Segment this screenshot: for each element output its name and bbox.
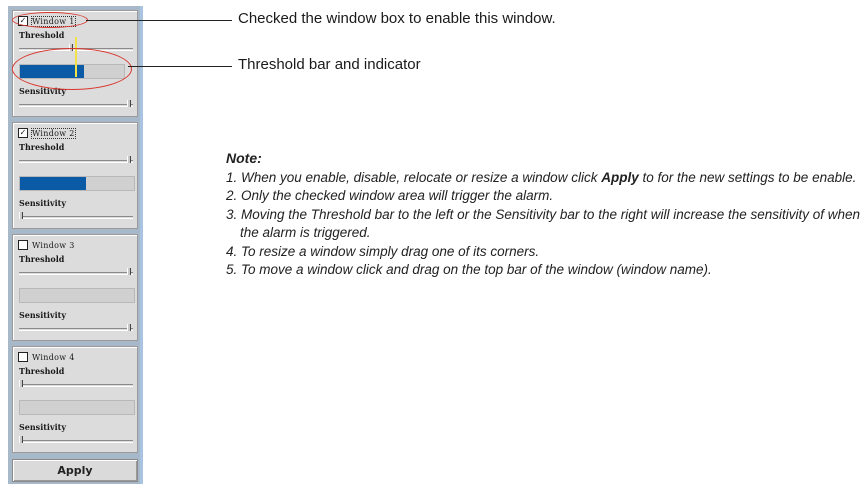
threshold-slider-thumb[interactable]: [127, 268, 131, 275]
threshold-meter: [19, 288, 135, 303]
sensitivity-slider-thumb[interactable]: [19, 436, 23, 443]
threshold-label: Threshold: [19, 142, 65, 152]
window-2-checkbox[interactable]: ✓: [19, 128, 27, 137]
threshold-label: Threshold: [19, 30, 65, 40]
checkbox-callout-line: [86, 20, 232, 21]
window-2-group: [12, 122, 138, 229]
threshold-label: Threshold: [19, 254, 65, 264]
sensitivity-slider[interactable]: [19, 440, 133, 443]
window-4-group: [12, 346, 138, 453]
window-2-header[interactable]: [18, 127, 75, 139]
note-item-1-bold: Apply: [601, 169, 639, 185]
window-1-name[interactable]: Window 1: [32, 16, 75, 26]
threshold-slider[interactable]: [19, 384, 133, 387]
threshold-meter: [19, 176, 135, 191]
sensitivity-slider-thumb[interactable]: [127, 324, 131, 331]
note-title: Note:: [226, 150, 262, 166]
sensitivity-slider-thumb[interactable]: [127, 100, 131, 107]
threshold-callout-text: Threshold bar and indicator: [238, 56, 421, 73]
note-block: [226, 149, 866, 280]
window-4-checkbox[interactable]: [18, 352, 28, 362]
threshold-highlight-oval: [12, 48, 132, 90]
window-3-header[interactable]: [18, 239, 75, 251]
threshold-meter: [19, 400, 135, 415]
sensitivity-slider[interactable]: [19, 104, 133, 107]
window-3-name[interactable]: Window 3: [32, 240, 75, 250]
threshold-label: Threshold: [19, 366, 65, 376]
sensitivity-slider-thumb[interactable]: [19, 212, 23, 219]
window-2-name[interactable]: Window 2: [32, 128, 75, 138]
checkbox-highlight-oval: [12, 12, 88, 28]
sensitivity-label: Sensitivity: [19, 86, 66, 96]
note-item-4: 4. To resize a window simply drag one of its corners.: [226, 243, 540, 259]
checkbox-callout-text: Checked the window box to enable this window.: [238, 10, 556, 27]
note-item-3: 3. Moving the Threshold bar to the left or the Sensitivity bar to the right will increase the sensitivity of when the alarm is triggered.: [226, 206, 861, 240]
note-item-1-before: 1. When you enable, disable, relocate or resize a window click: [226, 169, 602, 185]
note-item-2: 2. Only the checked window area will trigger the alarm.: [226, 188, 554, 203]
sensitivity-label: Sensitivity: [19, 422, 66, 432]
note-item-5: 5. To move a window click and drag on the top bar of the window (window name).: [226, 262, 712, 277]
threshold-slider[interactable]: [19, 272, 133, 275]
window-4-header[interactable]: [18, 351, 75, 363]
note-item-1-after: to for the new settings to be enable.: [638, 169, 857, 185]
apply-button[interactable]: Apply: [12, 459, 138, 482]
window-3-checkbox[interactable]: [18, 240, 28, 250]
sensitivity-label: Sensitivity: [19, 198, 66, 208]
window-3-group: [12, 234, 138, 341]
threshold-slider-thumb[interactable]: [19, 380, 23, 387]
window-1-checkbox[interactable]: ✓: [19, 16, 27, 25]
window-4-name[interactable]: Window 4: [32, 352, 75, 362]
threshold-callout-line: [128, 66, 232, 67]
threshold-meter-fill: [20, 177, 86, 190]
sensitivity-slider[interactable]: [19, 216, 133, 219]
sensitivity-label: Sensitivity: [19, 310, 66, 320]
threshold-slider[interactable]: [19, 160, 133, 163]
sensitivity-slider[interactable]: [19, 328, 133, 331]
note-item-1: [226, 169, 866, 188]
threshold-slider-thumb[interactable]: [127, 156, 131, 163]
